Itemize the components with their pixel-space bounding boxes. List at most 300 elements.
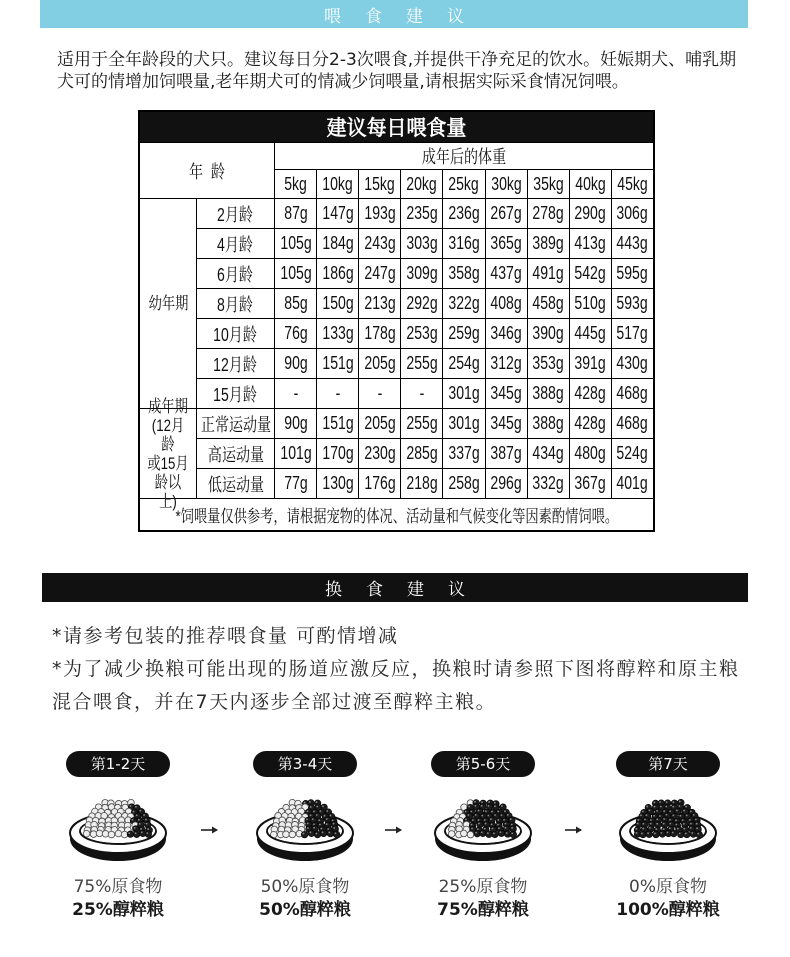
feeding-amount-cell [612,199,653,228]
weight-column-header [275,170,316,198]
weight-column-header [612,170,653,198]
age-label [197,409,274,438]
kibble-highlight [680,815,682,817]
feeding-amount-cell [612,469,653,498]
kibble-original [467,831,474,838]
kibble-highlight [316,801,318,803]
age-label [197,229,274,258]
kibble-original [289,831,296,838]
kibble-highlight [307,823,309,825]
kibble-new [145,831,152,838]
weight-column-header-text: 20kg [406,173,438,194]
feeding-amount-cell-text: 434g [532,443,564,463]
kibble-new [301,831,308,838]
kibble-highlight [492,828,494,830]
kibble-highlight [304,802,306,804]
feeding-amount-cell [401,409,442,438]
daily-feeding-table [138,110,655,532]
feeding-amount-cell [612,229,653,258]
feeding-amount-cell-text: 105g [279,263,312,283]
feeding-amount-cell-text: - [419,383,425,403]
feeding-amount-cell [570,259,611,288]
kibble-highlight [141,831,143,833]
kibble-highlight [494,802,496,804]
feeding-amount-cell-text: 468g [616,413,649,433]
kibble-highlight [487,815,489,817]
feeding-amount-cell [612,439,653,468]
instruction-line: 混合喂食，并在7天内逐步全部过渡至醇粹主粮。 [52,691,497,713]
feeding-amount-cell [401,319,442,348]
feeding-amount-cell [317,259,358,288]
kibble-highlight [138,819,140,821]
kibble-highlight [505,823,507,825]
kibble-highlight [136,814,138,816]
feeding-amount-cell-text: 309g [406,263,438,283]
feeding-amount-cell [317,409,358,438]
feeding-amount-cell [401,469,442,498]
feeding-amount-cell-text: 306g [616,203,649,223]
life-stage-label-text: 幼年期 [148,294,188,313]
kibble-highlight [332,819,334,821]
kibble-highlight [468,806,470,808]
kibble-highlight [474,801,476,803]
kibble-highlight [642,828,644,830]
kibble-highlight [506,832,508,834]
feeding-amount-cell-text: 296g [490,473,522,493]
kibble-highlight [637,819,639,821]
kibble-highlight [309,831,311,833]
feeding-amount-cell-text: 253g [406,323,438,343]
kibble-highlight [498,827,500,829]
feeding-amount-cell-text: 303g [406,233,438,253]
feeding-amount-cell [486,469,527,498]
feeding-amount-cell [486,289,527,318]
kibble-highlight [481,805,483,807]
kibble-highlight [470,811,472,813]
age-label-text: 2月龄 [217,204,254,225]
new-food-ratio: 100%醇粹粮 [616,900,720,920]
age-label-text: 8月龄 [217,294,254,315]
kibble-new [492,831,499,838]
age-label-text: 10月龄 [213,324,258,345]
right-arrow-icon [201,825,219,835]
kibble-original [283,831,290,838]
feeding-amount-cell-text: 389g [532,233,564,253]
original-food-ratio: 0%原食物 [629,877,707,897]
kibble-highlight [465,818,467,820]
feeding-amount-cell-text: - [335,383,340,403]
kibble-highlight [682,819,684,821]
feeding-amount-cell-text: 353g [532,353,564,373]
food-transition-header [42,573,748,602]
feeding-amount-cell [317,199,358,228]
feeding-amount-cell-text: 345g [490,383,522,403]
kibble-highlight [478,810,480,812]
original-food-ratio: 50%原食物 [260,877,350,897]
feeding-amount-cell-text: 151g [322,353,354,373]
weight-column-header-text: 35kg [532,173,564,194]
kibble-highlight [499,831,501,833]
feeding-amount-cell-text: 437g [490,263,522,283]
food-bowl-icon [255,788,355,864]
feeding-amount-cell [570,319,611,348]
feeding-amount-cell-text: 346g [490,323,522,343]
feeding-amount-cell [570,349,611,378]
feeding-amount-cell-text: 390g [532,323,564,343]
feeding-amount-cell [401,439,442,468]
kibble-highlight [139,810,141,812]
kibble-highlight [132,819,134,821]
weight-column-header-text: 10kg [322,173,353,194]
kibble-highlight [319,810,321,812]
feeding-amount-cell [275,469,316,498]
weight-column-header [570,170,611,198]
kibble-highlight [504,810,506,812]
kibble-highlight [676,809,678,811]
kibble-highlight [511,827,513,829]
age-column-header [140,143,274,198]
feeding-amount-cell [359,289,400,318]
kibble-highlight [328,832,330,834]
feeding-amount-cell-text: 337g [448,443,480,463]
kibble-highlight [326,823,328,825]
kibble-highlight [488,805,490,807]
feeding-amount-cell [443,229,484,258]
feeding-amount-cell-text: 401g [616,473,649,493]
age-label [197,259,274,288]
kibble-highlight [135,806,137,808]
transition-instructions [52,620,740,719]
feeding-amount-cell-text: 186g [322,263,354,283]
feeding-amount-cell [570,229,611,258]
feeding-amount-cell [275,319,316,348]
kibble-highlight [679,833,681,835]
kibble-highlight [320,828,322,830]
feeding-amount-cell-text: 491g [532,263,564,283]
feeding-amount-cell-text: 358g [448,263,480,283]
weight-column-header [443,170,484,198]
life-stage-label [140,199,196,408]
kibble-highlight [663,823,665,825]
kibble-new [486,831,493,838]
instruction-line: *请参考包装的推荐喂食量 可酌情增减 [52,625,399,647]
feeding-amount-cell [486,439,527,468]
feeding-amount-cell [486,319,527,348]
feeding-amount-cell-text: 243g [364,233,396,253]
age-label-text: 4月龄 [217,234,254,255]
kibble-highlight [690,810,692,812]
feeding-amount-cell [359,349,400,378]
feeding-amount-cell [612,259,653,288]
feeding-amount-cell-text: 176g [364,473,396,493]
kibble-highlight [497,819,499,821]
kibble-highlight [669,823,671,825]
kibble-highlight [474,805,476,807]
kibble-highlight [677,828,679,830]
kibble-original [108,831,115,838]
feeding-amount-cell [317,289,358,318]
kibble-original [461,830,468,837]
feeding-amount-cell [486,199,527,228]
kibble-highlight [313,827,315,829]
day-range-badge: 第5-6天 [431,751,535,777]
feeding-amount-cell-text: 322g [448,293,480,313]
feeding-amount-cell [443,319,484,348]
kibble-highlight [493,832,495,834]
kibble-highlight [143,814,145,816]
feeding-amount-cell-text: 150g [322,293,354,313]
feeding-amount-cell [528,259,569,288]
feeding-amount-cell-text: 388g [532,383,564,403]
feeding-amount-cell [275,229,316,258]
feeding-amount-cell-text: 332g [532,473,564,493]
feeding-amount-cell [359,469,400,498]
age-label [197,439,274,468]
feeding-amount-cell [570,439,611,468]
age-label-text: 6月龄 [217,264,254,285]
kibble-highlight [316,833,318,835]
kibble-highlight [654,833,656,835]
kibble-highlight [478,819,480,821]
feeding-amount-cell-text: 87g [283,203,308,223]
kibble-highlight [693,814,695,816]
transition-step [408,751,558,922]
kibble-highlight [667,831,669,833]
kibble-highlight [133,811,135,813]
intro-line: 适用于全年龄段的犬只。建议每日分2-3次喂食,并提供干净充足的饮水。妊娠期犬、哺乳期 [57,50,737,70]
day-range-badge: 第1-2天 [66,751,170,777]
kibble-new [133,831,140,838]
feeding-amount-cell-text: 445g [574,323,606,343]
kibble-highlight [646,814,648,816]
kibble-highlight [663,810,665,812]
feeding-amount-cell [359,409,400,438]
kibble-highlight [303,833,305,835]
feeding-amount-cell [612,409,653,438]
feeding-amount-cell [528,319,569,348]
kibble-highlight [465,811,467,813]
kibble-highlight [511,824,513,826]
kibble-highlight [477,828,479,830]
kibble-highlight [309,801,311,803]
age-label [197,469,274,498]
feeding-amount-cell-text: 345g [490,413,522,433]
feeding-amount-cell [275,199,316,228]
kibble-highlight [471,828,473,830]
food-transition-title: 换食建议 [325,580,489,600]
feeding-amount-cell [359,259,400,288]
kibble-highlight [654,806,656,808]
feeding-amount-cell-text: 267g [490,203,522,223]
feeding-amount-cell [275,349,316,378]
feeding-amount-cell [528,379,569,408]
kibble-highlight [490,818,492,820]
feeding-amount-cell [359,319,400,348]
feeding-amount-cell-text: 247g [364,263,396,283]
kibble-highlight [689,819,691,821]
feeding-amount-cell-text: 430g [616,353,649,373]
food-pile [634,799,702,838]
kibble-highlight [663,818,665,820]
weight-column-header [401,170,442,198]
kibble-highlight [659,801,661,803]
feeding-amount-cell [486,229,527,258]
kibble-highlight [679,801,681,803]
feeding-amount-cell [317,229,358,258]
kibble-highlight [481,801,483,803]
day-range-badge: 第7天 [616,751,720,777]
new-food-ratio: 75%醇粹粮 [437,900,529,920]
kibble-new [678,831,685,838]
feeding-amount-cell-text: 292g [406,293,438,313]
feeding-amount-cell-text: 205g [364,353,396,373]
intro-line: 犬可的情增加饲喂量,老年期犬可的情减少饲喂量,请根据实际采食情况饲喂。 [57,72,629,92]
kibble-highlight [335,832,337,834]
feeding-amount-cell-text: 236g [448,203,480,223]
feeding-amount-cell-text: 278g [532,203,564,223]
feeding-amount-cell-text: 254g [448,353,480,373]
feeding-amount-cell [570,469,611,498]
kibble-highlight [326,818,328,820]
food-pile [83,799,152,837]
life-stage-label [140,396,196,511]
feeding-amount-cell-text: 105g [279,233,312,253]
kibble-highlight [665,806,667,808]
feeding-amount-cell-text: 408g [490,293,522,313]
feeding-advice-header [40,0,748,28]
kibble-highlight [691,832,693,834]
instruction-line: *为了减少换粮可能出现的肠道应激反应，换粮时请参照下图将醇粹和原主粮 [52,658,740,680]
kibble-highlight [312,818,314,820]
kibble-highlight [660,832,662,834]
kibble-highlight [484,819,486,821]
kibble-highlight [696,827,698,829]
kibble-original [96,830,103,837]
feeding-amount-cell [612,289,653,318]
feeding-amount-cell [317,349,358,378]
kibble-highlight [642,823,644,825]
age-label-text: 12月龄 [213,354,258,375]
feeding-amount-cell-text: - [293,383,298,403]
feeding-amount-cell [275,289,316,318]
kibble-new [127,831,134,838]
kibble-highlight [494,805,496,807]
feeding-amount-cell-text: 387g [490,443,522,463]
right-arrow-icon [385,825,403,835]
feeding-amount-cell-text: 133g [322,323,354,343]
feeding-amount-cell [275,439,316,468]
feeding-amount-cell [443,259,484,288]
feeding-amount-cell-text: 443g [616,233,649,253]
feeding-amount-cell-text: 193g [364,203,396,223]
feeding-amount-cell-text: 258g [448,473,480,493]
new-food-ratio: 25%醇粹粮 [72,900,164,920]
kibble-highlight [669,810,671,812]
kibble-highlight [134,827,136,829]
kibble-highlight [511,832,513,834]
kibble-highlight [491,823,493,825]
weight-column-header-text: 25kg [448,173,480,194]
kibble-highlight [665,814,667,816]
feeding-amount-cell-text: 316g [448,233,480,253]
feeding-amount-cell [317,379,358,408]
feeding-amount-cell [570,289,611,318]
feeding-amount-cell-text: 170g [322,443,354,463]
kibble-new [314,831,321,838]
feeding-amount-cell [317,439,358,468]
kibble-highlight [503,819,505,821]
feeding-amount-cell-text: 213g [364,293,396,313]
age-label [197,199,274,228]
feeding-amount-cell [317,319,358,348]
feeding-amount-cell [570,409,611,438]
kibble-highlight [330,815,332,817]
feeding-amount-cell-text: 90g [283,413,308,433]
weight-column-header-text: 45kg [617,173,648,194]
kibble-highlight [636,832,638,834]
feeding-amount-cell-text: 259g [448,323,480,343]
kibble-highlight [675,819,677,821]
age-label [197,289,274,318]
kibble-highlight [672,832,674,834]
kibble-new [327,830,334,837]
kibble-highlight [146,832,148,834]
kibble-highlight [686,815,688,817]
kibble-highlight [494,814,496,816]
right-arrow-icon [565,825,583,835]
feeding-amount-cell [359,229,400,258]
adult-weight-header [275,143,653,169]
kibble-highlight [491,811,493,813]
feeding-amount-cell-text: 90g [283,353,308,373]
kibble-highlight [327,828,329,830]
kibble-highlight [326,810,328,812]
kibble-highlight [669,819,671,821]
table-title [140,112,653,142]
kibble-highlight [146,823,148,825]
kibble-highlight [649,827,651,829]
kibble-highlight [690,823,692,825]
kibble-highlight [672,801,674,803]
kibble-highlight [485,810,487,812]
new-food-ratio: 50%醇粹粮 [259,900,351,920]
feeding-amount-cell [486,409,527,438]
kibble-highlight [675,824,677,826]
kibble-highlight [635,828,637,830]
feeding-amount-cell-text: 151g [322,413,354,433]
feeding-amount-cell [359,439,400,468]
kibble-highlight [669,827,671,829]
original-food-ratio: 25%原食物 [438,877,528,897]
feeding-amount-cell-text: 524g [616,443,649,463]
feeding-amount-cell [443,349,484,378]
age-label [197,319,274,348]
feeding-amount-cell-text: 205g [364,413,396,433]
age-label-text: 高运动量 [207,444,264,465]
kibble-highlight [646,806,648,808]
feeding-amount-cell [443,199,484,228]
feeding-amount-cell-text: 218g [406,473,438,493]
feeding-amount-cell-text: 468g [616,383,649,403]
feeding-amount-cell [275,379,316,408]
feeding-amount-cell [570,379,611,408]
feeding-amount-cell-text: 255g [406,353,438,373]
kibble-original [102,831,109,838]
kibble-new [646,831,653,838]
kibble-highlight [319,824,321,826]
kibble-highlight [130,805,132,807]
kibble-highlight [660,806,662,808]
